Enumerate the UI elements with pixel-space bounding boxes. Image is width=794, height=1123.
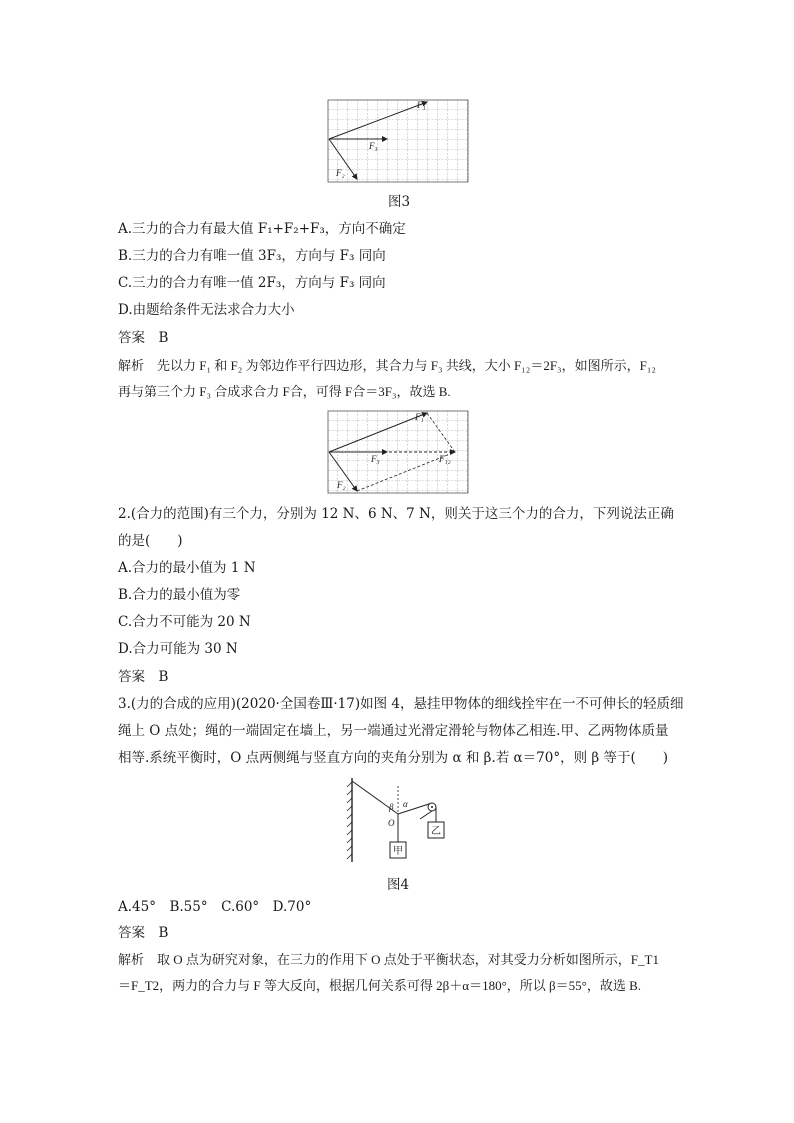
q2-stem-line2: 的是( ) — [118, 533, 183, 549]
q1-analysis-figure — [327, 410, 469, 494]
label-f1: F₁ — [417, 100, 426, 110]
q3-analysis-line2: ＝F_T2，两力的合力与 F 等大反向，根据几何关系可得 2β＋α＝180°，所以 β＝55°，故选 B. — [118, 978, 642, 993]
q3-analysis-line1: 解析 取 O 点为研究对象，在三力的作用下 O 点处于平衡状态，对其受力分析如图所示，F_T1 — [118, 952, 659, 967]
label-jia: 甲 — [393, 846, 403, 857]
q2-option-d: D.合力可能为 30 N — [118, 641, 238, 657]
label-f1: F₁ — [415, 412, 424, 422]
q2-option-a: A.合力的最小值为 1 N — [118, 560, 256, 576]
label-o: O — [388, 818, 395, 828]
figure-3-grid — [327, 99, 469, 183]
q3-stem-line1: 3.(力的合成的应用)(2020·全国卷Ⅲ·17)如图 4，悬挂甲物体的细线拴牢在一不可伸长的轻质细 — [118, 696, 684, 712]
q2-stem-line1: 2.(合力的范围)有三个力，分别为 12 N、6 N、7 N，则关于这三个力的合力，下列说法正确 — [118, 506, 674, 522]
q1-analysis-line1: 解析 先以力 F₁ 和 F₂ 为邻边作平行四边形，其合力与 F₃ 共线，大小 F₁₂＝2F₃，如图所示，F₁₂ — [118, 358, 656, 373]
figure-4-caption: 图4 — [387, 877, 410, 893]
figure-3-caption: 图3 — [388, 194, 411, 210]
q2-option-c: C.合力不可能为 20 N — [118, 614, 251, 630]
q1-option-b: B.三力的合力有唯一值 3F₃，方向与 F₃ 同向 — [118, 248, 386, 264]
q3-stem-line3: 相等.系统平衡时，O 点两侧绳与竖直方向的夹角分别为 α 和 β.若 α＝70°，则 β 等于( ) — [118, 750, 668, 766]
q1-option-a: A.三力的合力有最大值 F₁+F₂+F₃，方向不确定 — [118, 221, 406, 237]
figure-4-diagram — [346, 776, 450, 866]
q1-option-c: C.三力的合力有唯一值 2F₃，方向与 F₃ 同向 — [118, 275, 386, 291]
label-yi: 乙 — [431, 826, 441, 837]
q3-stem-line2: 绳上 O 点处；绳的一端固定在墙上，另一端通过光滑定滑轮与物体乙相连.甲、乙两物体质量 — [118, 723, 669, 739]
label-f2: F₂ — [337, 480, 346, 490]
q1-answer: 答案 B — [118, 330, 169, 346]
label-beta: β — [389, 802, 394, 812]
q3-options: A.45° B.55° C.60° D.70° — [118, 899, 312, 915]
label-f2: F₂ — [336, 168, 345, 178]
label-f3: F₃ — [369, 141, 378, 151]
q2-answer: 答案 B — [118, 669, 169, 685]
q3-answer: 答案 B — [118, 925, 169, 941]
label-alpha: α — [403, 799, 408, 809]
q2-option-b: B.合力的最小值为零 — [118, 587, 241, 603]
label-f12: F₁₂ — [439, 454, 451, 464]
q1-analysis-line2: 再与第三个力 F₃ 合成求合力 F合，可得 F合＝3F₃，故选 B. — [118, 384, 451, 399]
q1-option-d: D.由题给条件无法求合力大小 — [118, 302, 295, 318]
label-f3: F₃ — [371, 454, 380, 464]
